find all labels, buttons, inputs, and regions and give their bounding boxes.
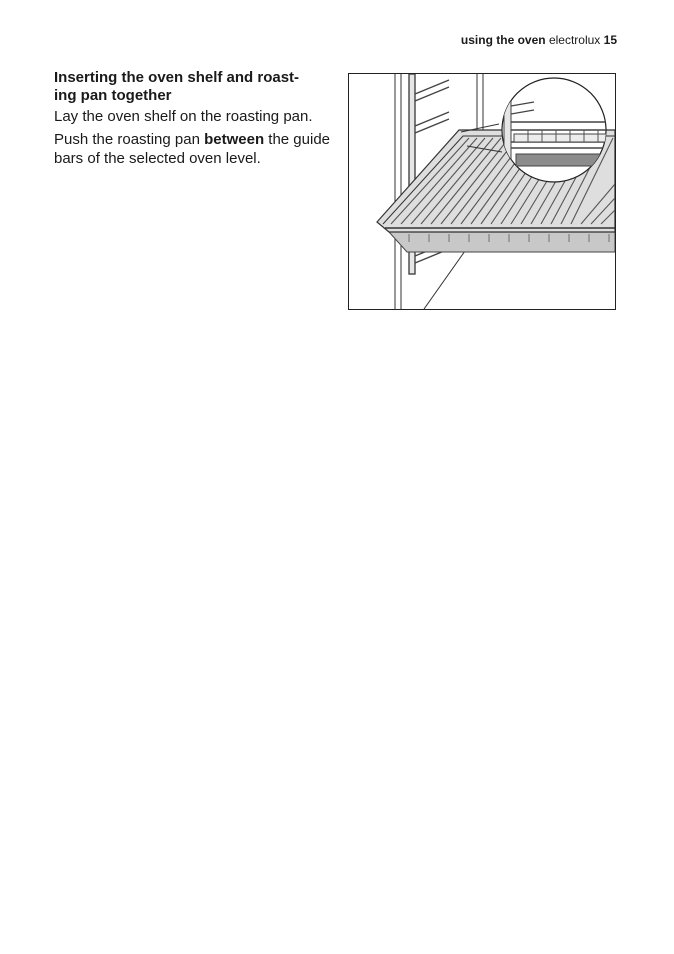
para2-emphasis: between [204,131,265,148]
instruction-paragraph-2 [54,130,330,168]
instruction-paragraph-1: Lay the oven shelf on the roasting pan. [54,108,313,125]
running-head [461,33,617,47]
main-content [54,69,330,168]
brand-name: electrolux [548,33,601,47]
page-number: 15 [603,33,617,47]
oven-shelf-illustration [348,73,616,310]
roasting-pan [389,232,615,252]
section-heading [54,69,330,105]
section-title: using the oven [460,33,546,47]
para2-text-before: Push the roasting pan [54,131,205,148]
para2-text-after: the guide bars of the selected oven level. [54,131,331,167]
oven-illustration-svg [349,74,615,309]
heading-line-1: Inserting the oven shelf and roast- [54,69,300,86]
heading-line-2: ing pan together [54,87,172,104]
